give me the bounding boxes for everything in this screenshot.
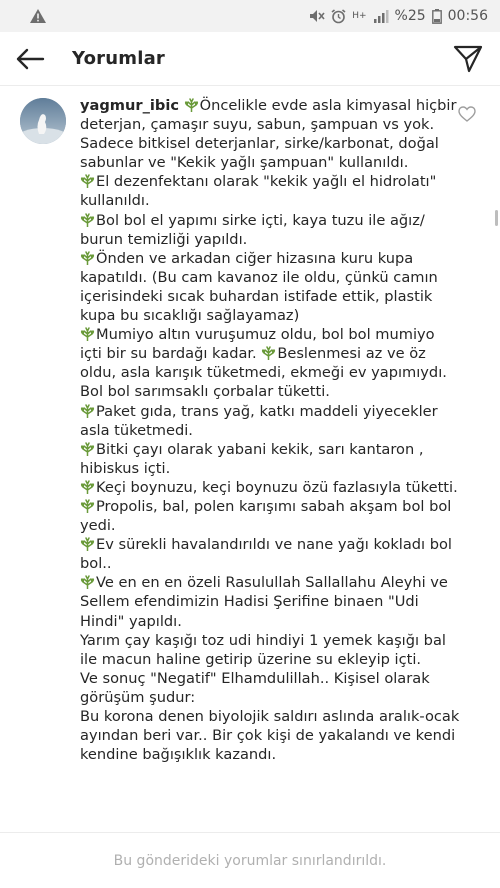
network-label: H+ xyxy=(352,11,367,21)
status-right xyxy=(309,8,488,24)
comment-line-text: El dezenfektanı olarak "kekik yağlı el hidrolatı" kullanıldı. xyxy=(80,173,441,210)
comment-line xyxy=(80,670,434,706)
herb-leaf-icon xyxy=(184,98,199,112)
comment-line-text: Ve en en en özeli Rasulullah Sallallahu Aleyhi ve Sellem efendimizin Hadisi Şerifine binaen "Udi Hindi" yapıldı. xyxy=(80,574,453,630)
herb-leaf-icon xyxy=(80,327,95,341)
comments-restricted-notice xyxy=(0,832,500,888)
send-button[interactable] xyxy=(448,32,488,86)
battery-icon xyxy=(432,9,442,24)
status-left xyxy=(30,9,46,23)
app-bar xyxy=(0,32,500,86)
comment-line-text: Mumiyo altın vuruşumuz oldu, bol bol mumiyo içti bir su bardağı kadar. xyxy=(80,326,440,363)
comment-line xyxy=(80,708,464,763)
heart-outline-icon xyxy=(458,106,476,122)
comment-line xyxy=(80,574,453,629)
herb-leaf-icon xyxy=(80,575,95,589)
battery-percent: %25 xyxy=(394,8,426,24)
page-title: Yorumlar xyxy=(72,48,165,69)
comment-line-text: Yarım çay kaşığı toz udi hindiyi 1 yemek kaşığı bal ile macun haline getirip üzerine su ekleyip içti. xyxy=(80,631,451,668)
comment-line-text: Bitki çayı olarak yabani kekik, sarı kantaron , hibiskus içti. xyxy=(80,440,429,477)
comment-body xyxy=(80,97,464,763)
comment-line xyxy=(80,479,458,496)
herb-leaf-icon xyxy=(80,213,95,227)
avatar-image xyxy=(20,98,66,144)
like-button[interactable] xyxy=(458,106,476,124)
comment-line xyxy=(80,250,442,324)
comment-line xyxy=(80,498,456,534)
comment-line xyxy=(80,173,441,209)
comment-line xyxy=(80,632,451,668)
herb-leaf-icon xyxy=(80,499,95,513)
mute-icon xyxy=(309,9,325,23)
comment-line-text: Paket gıda, trans yağ, katkı maddeli yiyecekler asla tüketmedi. xyxy=(80,402,443,439)
herb-leaf-icon xyxy=(261,346,276,360)
herb-leaf-icon xyxy=(80,404,95,418)
herb-leaf-icon xyxy=(80,480,95,494)
comment-line-text: Propolis, bal, polen karışımı sabah akşam bol bol yedi. xyxy=(80,497,456,535)
alarm-icon xyxy=(331,9,346,24)
avatar[interactable] xyxy=(20,98,66,144)
arrow-left-icon xyxy=(15,48,45,70)
comment-line-text: Öncelikle evde asla kimyasal hiçbir deterjan, çamaşır suyu, sabun, şampuan vs yok. Sadece bitkisel deterjanlar, sirke/karbonat, doğal sabunlar ve "Kekik yağlı şampuan" kullanıldı. xyxy=(80,97,462,172)
herb-leaf-icon xyxy=(80,251,95,265)
herb-leaf-icon xyxy=(80,174,95,188)
comment-line-text: Bol bol el yapımı sirke içti, kaya tuzu ile ağız/ burun temizliği yapıldı. xyxy=(80,211,430,248)
comment-line-text: Beslenmesi az ve öz oldu, asla karışık tüketmedi, ekmeği ev yapımıydı. Bol bol sarımsaklı çorbalar tüketti. xyxy=(80,345,452,401)
clock: 00:56 xyxy=(447,8,488,24)
comment-line xyxy=(80,212,429,248)
status-bar xyxy=(0,0,500,32)
comment-line-text: Bu korona denen biyolojik saldırı aslında aralık-ocak ayından beri var.. Bir çok kişi de yakalandı ve kendi kendine bağışıklık kazandı. xyxy=(80,708,464,764)
comment-line-text: Ve sonuç "Negatif" Elhamdulillah.. Kişisel olarak görüşüm şudur: xyxy=(80,669,435,706)
comment-item xyxy=(0,90,500,764)
comment-line-text: Keçi boynuzu, keçi boynuzu özü fazlasıyla tüketti. xyxy=(96,478,458,496)
comment-line xyxy=(80,536,457,572)
comment-username[interactable]: yagmur_ibic xyxy=(80,97,179,114)
scrollbar[interactable] xyxy=(495,210,498,226)
restricted-text: Bu gönderideki yorumlar sınırlandırıldı. xyxy=(113,852,387,869)
comment-line-text: Önden ve arkadan ciğer hizasına kuru kupa kapatıldı. (Bu cam kavanoz ile oldu, çünkü camın içerisindeki sıcak buhardan istifade ettik, plastik kupa bu sıcaklığı sağlayamaz) xyxy=(80,249,443,325)
send-icon xyxy=(453,45,483,73)
signal-icon xyxy=(373,9,389,23)
herb-leaf-icon xyxy=(80,537,95,551)
comment-text xyxy=(80,96,464,764)
comments-list xyxy=(0,90,500,832)
herb-leaf-icon xyxy=(80,442,95,456)
comment-line-text: Ev sürekli havalandırıldı ve nane yağı kokladı bol bol.. xyxy=(80,536,457,573)
comment-line xyxy=(80,403,442,439)
warning-triangle-icon xyxy=(30,9,46,23)
back-button[interactable] xyxy=(0,32,60,86)
comment-line xyxy=(80,441,428,477)
